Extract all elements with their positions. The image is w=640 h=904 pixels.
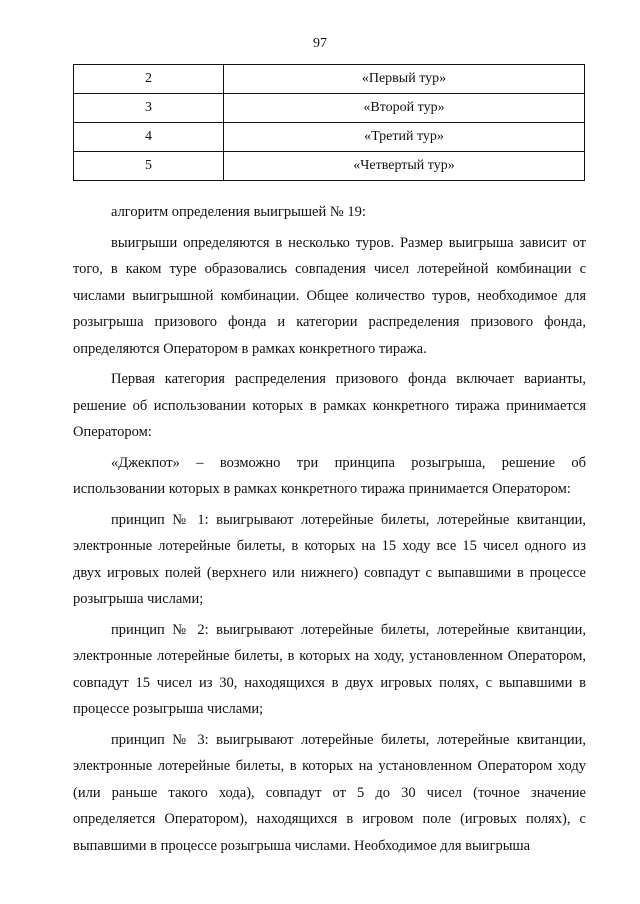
tour-name-cell: «Третий тур» — [224, 123, 585, 152]
page-number: 97 — [313, 36, 327, 51]
tour-name-cell: «Второй тур» — [224, 94, 585, 123]
table-row — [74, 65, 585, 94]
tours-table — [73, 64, 585, 181]
paragraph: «Джекпот» – возможно три принципа розыгрыша, решение об использовании которых в рамках конкретного тиража принимается Оператором: — [73, 454, 586, 497]
tour-number-cell: 3 — [74, 94, 224, 123]
tour-number-cell: 4 — [74, 123, 224, 152]
document-body — [73, 199, 586, 859]
paragraph: алгоритм определения выигрышей № 19: — [111, 204, 366, 220]
paragraph: принцип № 1: выигрывают лотерейные билеты, лотерейные квитанции, электронные лотерейные билеты, в которых на 15 ходу все 15 чисел одного из двух игровых полей (верхнего или нижнего) совпадут с выпавшими в процессе розыгрыша числами; — [73, 511, 586, 607]
paragraph: принцип № 2: выигрывают лотерейные билеты, лотерейные квитанции, электронные лотерейные билеты, в которых на ходу, установленном Оператором, совпадут 15 чисел из 30, находящихся в двух игровых полях, с выпавшими в процессе розыгрыша числами; — [73, 621, 586, 717]
table-row — [74, 152, 585, 181]
paragraph: выигрыши определяются в несколько туров. Размер выигрыша зависит от того, в каком туре образовались совпадения чисел лотерейной комбинации с числами выигрышной комбинации. Общее количество туров, необходимое для розыгрыша призового фонда и категории распределения призового фонда, определяются Оператором в рамках конкретного тиража. — [73, 234, 586, 357]
tour-name-cell: «Четвертый тур» — [224, 152, 585, 181]
table-row — [74, 123, 585, 152]
paragraph: Первая категория распределения призового фонда включает варианты, решение об использовании которых в рамках конкретного тиража принимается Оператором: — [73, 371, 586, 440]
tour-number-cell: 5 — [74, 152, 224, 181]
table-row — [74, 94, 585, 123]
tour-number-cell: 2 — [74, 65, 224, 94]
paragraph: принцип № 3: выигрывают лотерейные билеты, лотерейные квитанции, электронные лотерейные билеты, в которых на установленном Оператором ходу (или раньше такого хода), совпадут от 5 до 30 чисел (точное значение определяется Оператором), находящихся в игровом поле (игровых полях), с выпавшими в процессе розыгрыша числами. Необходимое для выигрыша — [73, 731, 586, 854]
tour-name-cell: «Первый тур» — [224, 65, 585, 94]
